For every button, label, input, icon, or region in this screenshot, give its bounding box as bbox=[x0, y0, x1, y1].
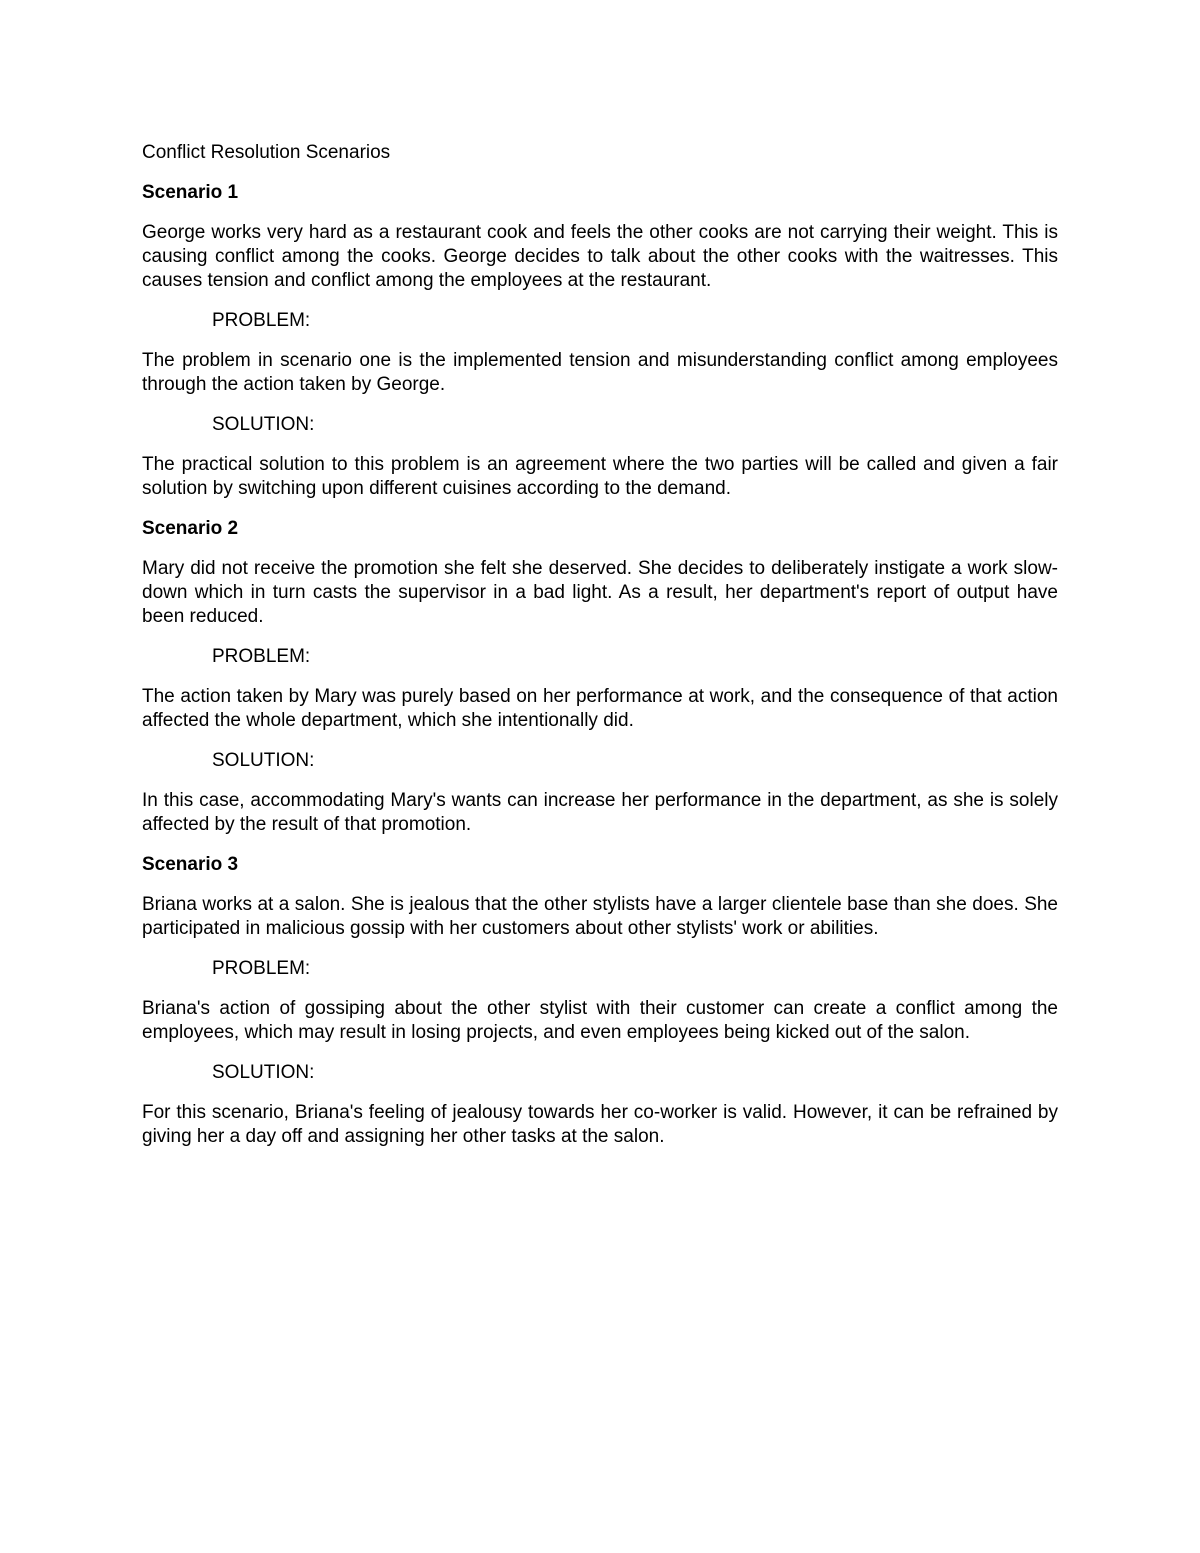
solution-label: SOLUTION: bbox=[212, 1062, 315, 1083]
problem-text: The problem in scenario one is the implemented tension and misunderstanding conflict among employees through the action taken by George. bbox=[142, 350, 1058, 395]
scenario-2-section bbox=[142, 517, 1058, 837]
solution-label: SOLUTION: bbox=[212, 750, 315, 771]
solution-text: The practical solution to this problem is an agreement where the two parties will be called and given a fair solution by switching upon different cuisines according to the demand. bbox=[142, 454, 1058, 499]
solution-text: For this scenario, Briana's feeling of jealousy towards her co-worker is valid. However, it can be refrained by giving her a day off and assigning her other tasks at the salon. bbox=[142, 1102, 1058, 1147]
document-page bbox=[142, 141, 1058, 1165]
solution-text: In this case, accommodating Mary's wants can increase her performance in the department, as she is solely affected by the result of that promotion. bbox=[142, 790, 1058, 835]
scenario-3-section bbox=[142, 853, 1058, 1149]
scenario-heading: Scenario 1 bbox=[142, 182, 239, 203]
problem-label: PROBLEM: bbox=[212, 310, 311, 331]
scenario-description: Briana works at a salon. She is jealous that the other stylists have a larger clientele base than she does. She participated in malicious gossip with her customers about other stylists' work or abilities. bbox=[142, 894, 1058, 939]
problem-text: The action taken by Mary was purely based on her performance at work, and the consequence of that action affected the whole department, which she intentionally did. bbox=[142, 686, 1058, 731]
problem-label: PROBLEM: bbox=[212, 958, 311, 979]
document-title: Conflict Resolution Scenarios bbox=[142, 142, 391, 163]
solution-label: SOLUTION: bbox=[212, 414, 315, 435]
problem-label: PROBLEM: bbox=[212, 646, 311, 667]
scenario-description: Mary did not receive the promotion she felt she deserved. She decides to deliberately instigate a work slow-down which in turn casts the supervisor in a bad light. As a result, her department's report of output have been reduced. bbox=[142, 558, 1058, 627]
problem-text: Briana's action of gossiping about the other stylist with their customer can create a conflict among the employees, which may result in losing projects, and even employees being kicked out of the salon. bbox=[142, 998, 1058, 1043]
scenario-1-section bbox=[142, 181, 1058, 501]
scenario-heading: Scenario 2 bbox=[142, 518, 239, 539]
scenario-description: George works very hard as a restaurant cook and feels the other cooks are not carrying their weight. This is causing conflict among the cooks. George decides to talk about the other cooks with the waitresses. This causes tension and conflict among the employees at the restaurant. bbox=[142, 222, 1058, 291]
scenario-heading: Scenario 3 bbox=[142, 854, 239, 875]
